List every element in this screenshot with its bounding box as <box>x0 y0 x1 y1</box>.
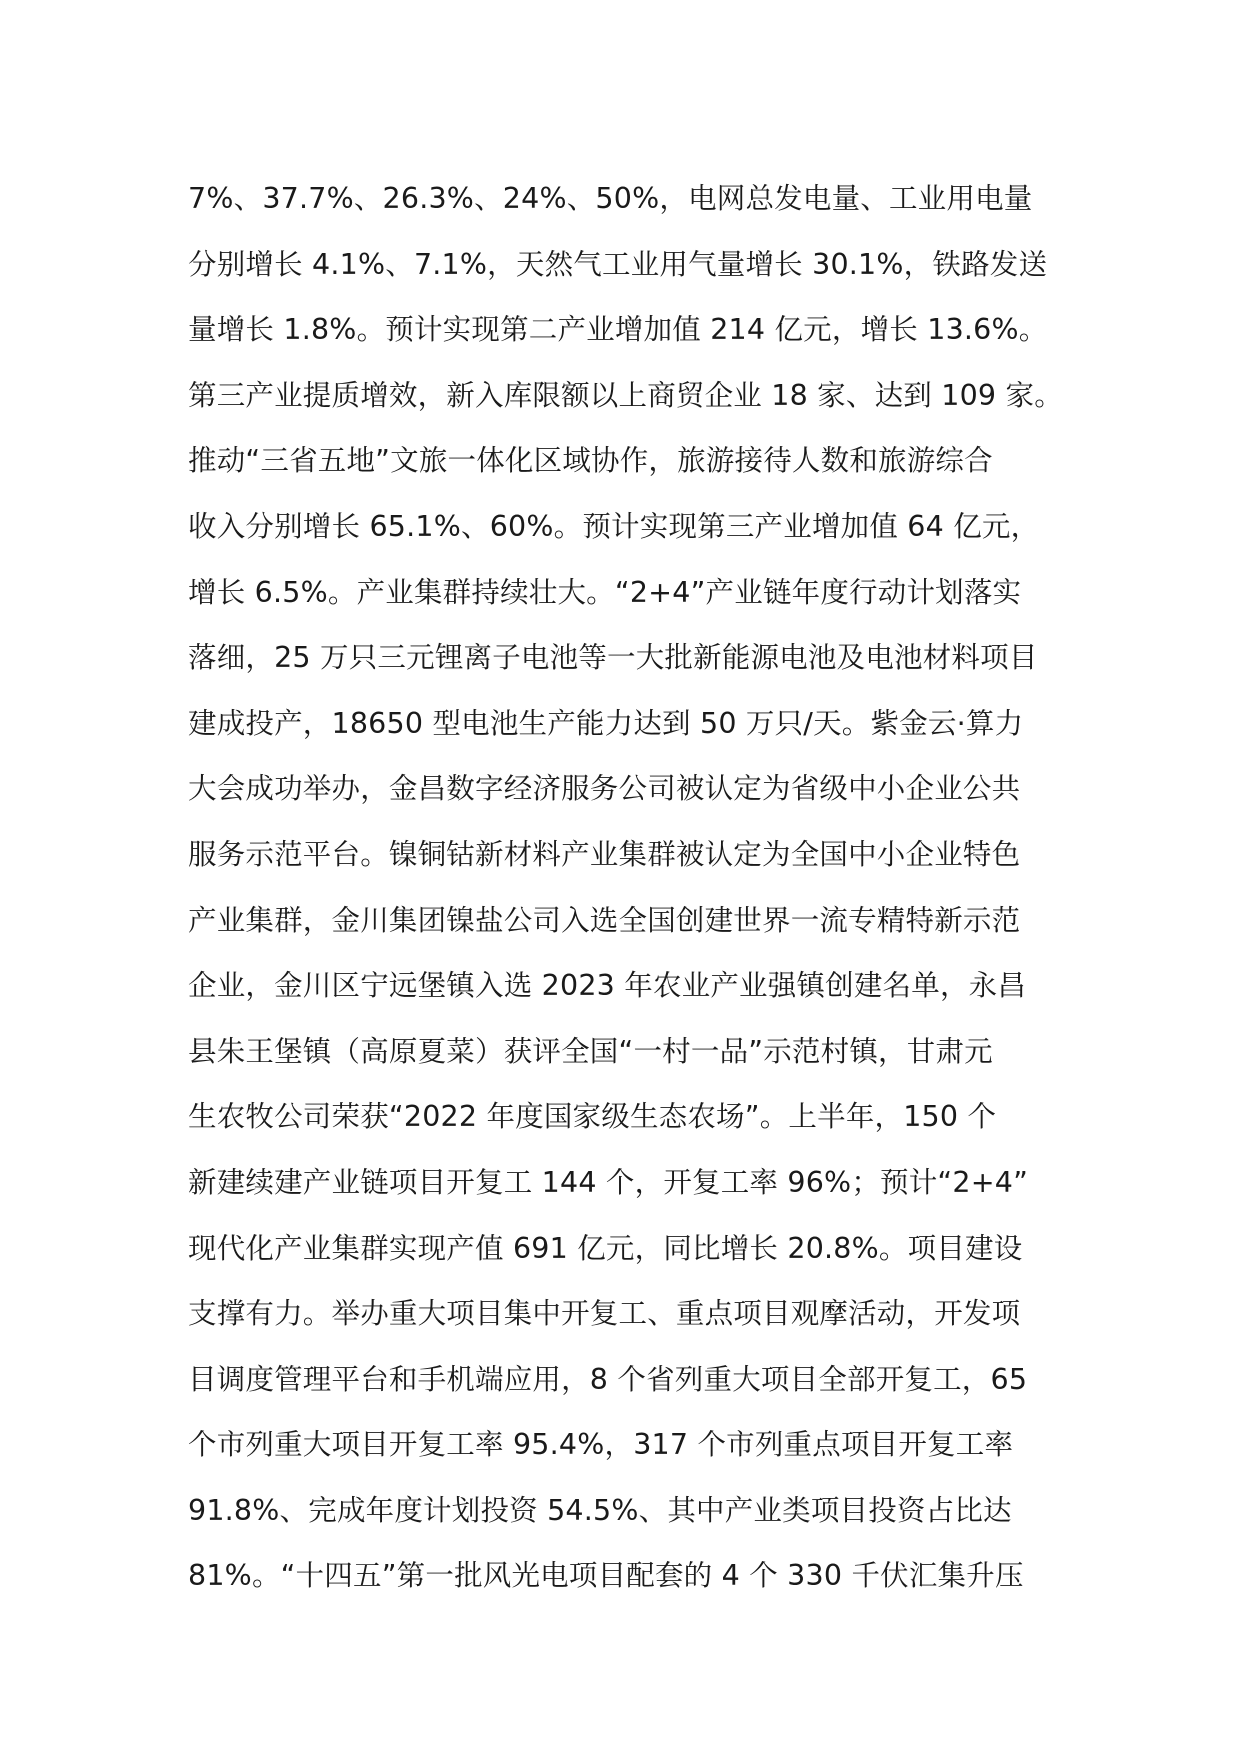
text-line: 个市列重大项目开复工率 95.4%，317 个市列重点项目开复工率 <box>188 1428 1014 1462</box>
text-line: 推动“三省五地”文旅一体化区域协作，旅游接待人数和旅游综合 <box>188 444 993 478</box>
body-text <box>188 166 1068 1609</box>
text-line: 第三产业提质增效，新入库限额以上商贸企业 18 家、达到 109 家。 <box>188 378 1063 412</box>
text-line: 产业集群，金川集团镍盐公司入选全国创建世界一流专精特新示范 <box>188 903 1021 937</box>
text-line: 县朱王堡镇（高原夏菜）获评全国“一村一品”示范村镇，甘肃元 <box>188 1034 993 1068</box>
text-line: 81%。“十四五”第一批风光电项目配套的 4 个 330 千伏汇集升压 <box>188 1559 1024 1593</box>
text-line: 支撑有力。举办重大项目集中开复工、重点项目观摩活动，开发项 <box>188 1297 1021 1331</box>
text-line: 分别增长 4.1%、7.1%，天然气工业用气量增长 30.1%，铁路发送 <box>188 247 1048 281</box>
text-line: 落细，25 万只三元锂离子电池等一大批新能源电池及电池材料项目 <box>188 641 1038 675</box>
text-line: 建成投产，18650 型电池生产能力达到 50 万只/天。紫金云·算力 <box>188 706 1024 740</box>
text-line: 现代化产业集群实现产值 691 亿元，同比增长 20.8%。项目建设 <box>188 1231 1023 1265</box>
text-line: 新建续建产业链项目开复工 144 个，开复工率 96%；预计“2+4” <box>188 1165 1029 1199</box>
text-line: 收入分别增长 65.1%、60%。预计实现第三产业增加值 64 亿元， <box>188 509 1040 543</box>
text-line: 企业，金川区宁远堡镇入选 2023 年农业产业强镇创建名单，永昌 <box>188 969 1027 1003</box>
text-line: 增长 6.5%。产业集群持续壮大。“2+4”产业链年度行动计划落实 <box>188 575 1022 609</box>
text-line: 7%、37.7%、26.3%、24%、50%，电网总发电量、工业用电量 <box>188 182 1033 215</box>
text-line: 服务示范平台。镍铜钴新材料产业集群被认定为全国中小企业特色 <box>188 837 1021 871</box>
text-line: 生农牧公司荣获“2022 年度国家级生态农场”。上半年，150 个 <box>188 1100 997 1134</box>
text-line: 量增长 1.8%。预计实现第二产业增加值 214 亿元，增长 13.6%。 <box>188 313 1048 347</box>
text-line: 91.8%、完成年度计划投资 54.5%、其中产业类项目投资占比达 <box>188 1493 1012 1527</box>
text-line: 大会成功举办，金昌数字经济服务公司被认定为省级中小企业公共 <box>188 772 1021 806</box>
text-line: 目调度管理平台和手机端应用，8 个省列重大项目全部开复工，65 <box>188 1362 1028 1396</box>
